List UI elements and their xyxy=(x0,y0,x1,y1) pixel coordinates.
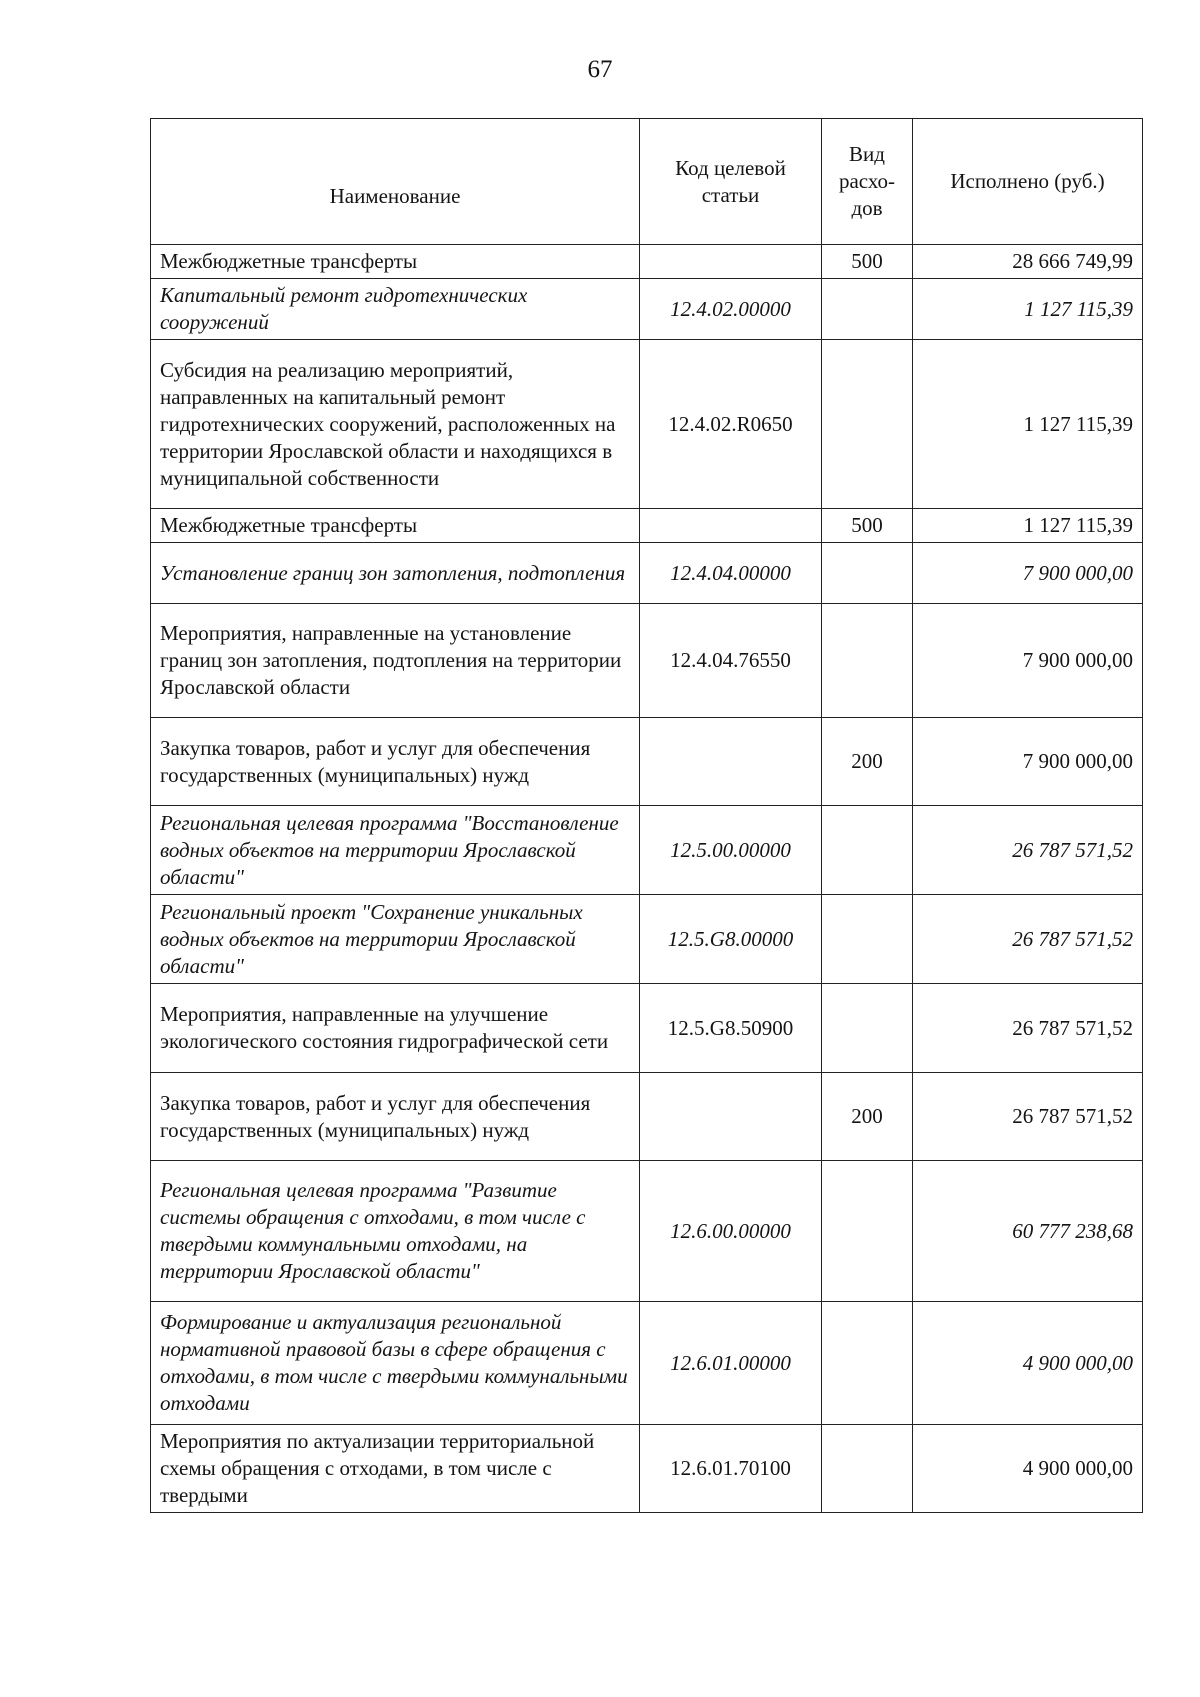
cell-code: 12.4.04.76550 xyxy=(640,604,822,718)
header-code: Код целевой статьи xyxy=(640,119,822,245)
cell-kind xyxy=(822,1425,913,1513)
cell-kind xyxy=(822,543,913,604)
cell-code: 12.4.02.00000 xyxy=(640,279,822,340)
cell-code xyxy=(640,718,822,806)
cell-kind xyxy=(822,1161,913,1302)
cell-code: 12.5.G8.50900 xyxy=(640,984,822,1073)
cell-code: 12.4.04.00000 xyxy=(640,543,822,604)
cell-sum: 7 900 000,00 xyxy=(913,543,1143,604)
cell-kind: 500 xyxy=(822,245,913,279)
cell-code xyxy=(640,1073,822,1161)
table-row xyxy=(151,543,1143,604)
table-row xyxy=(151,806,1143,895)
table-row xyxy=(151,1161,1143,1302)
cell-name: Мероприятия, направленные на улучшение экологического состояния гидрографической сети xyxy=(151,984,640,1073)
cell-sum: 4 900 000,00 xyxy=(913,1425,1143,1513)
cell-name: Формирование и актуализация региональной нормативной правовой базы в сфере обращения с отходами, в том числе с твердыми коммунальными отходами xyxy=(151,1302,640,1425)
table-header-row xyxy=(151,119,1143,245)
cell-code: 12.5.00.00000 xyxy=(640,806,822,895)
cell-sum: 1 127 115,39 xyxy=(913,279,1143,340)
table-row xyxy=(151,245,1143,279)
cell-name: Капитальный ремонт гидротехнических сооружений xyxy=(151,279,640,340)
header-sum: Исполнено (руб.) xyxy=(913,119,1143,245)
cell-sum: 26 787 571,52 xyxy=(913,895,1143,984)
header-kind: Вид расхо-дов xyxy=(822,119,913,245)
cell-sum: 26 787 571,52 xyxy=(913,984,1143,1073)
table-row xyxy=(151,604,1143,718)
cell-name: Закупка товаров, работ и услуг для обеспечения государственных (муниципальных) нужд xyxy=(151,1073,640,1161)
page-number: 67 xyxy=(587,56,613,83)
table-row xyxy=(151,1302,1143,1425)
table-row xyxy=(151,279,1143,340)
cell-code: 12.6.00.00000 xyxy=(640,1161,822,1302)
cell-code xyxy=(640,509,822,543)
cell-kind xyxy=(822,340,913,509)
cell-kind: 200 xyxy=(822,718,913,806)
table-row xyxy=(151,718,1143,806)
cell-name: Региональная целевая программа "Восстановление водных объектов на территории Ярославской области" xyxy=(151,806,640,895)
cell-sum: 60 777 238,68 xyxy=(913,1161,1143,1302)
table-row xyxy=(151,1425,1143,1513)
cell-name: Субсидия на реализацию мероприятий, направленных на капитальный ремонт гидротехнических сооружений, расположенных на территории Ярославской области и находящихся в муниципальной собственности xyxy=(151,340,640,509)
cell-code xyxy=(640,245,822,279)
cell-name: Межбюджетные трансферты xyxy=(151,509,640,543)
table-row xyxy=(151,1073,1143,1161)
cell-name: Мероприятия, направленные на установление границ зон затопления, подтопления на территории Ярославской области xyxy=(151,604,640,718)
cell-kind xyxy=(822,895,913,984)
cell-name: Мероприятия по актуализации территориальной схемы обращения с отходами, в том числе с твердыми xyxy=(151,1425,640,1513)
cell-name: Региональная целевая программа "Развитие системы обращения с отходами, в том числе с твердыми коммунальными отходами, на территории Ярославской области" xyxy=(151,1161,640,1302)
cell-kind xyxy=(822,604,913,718)
cell-kind xyxy=(822,1302,913,1425)
cell-kind xyxy=(822,984,913,1073)
cell-sum: 7 900 000,00 xyxy=(913,604,1143,718)
cell-name: Установление границ зон затопления, подтопления xyxy=(151,543,640,604)
cell-kind: 200 xyxy=(822,1073,913,1161)
cell-name: Региональный проект "Сохранение уникальных водных объектов на территории Ярославской области" xyxy=(151,895,640,984)
cell-kind xyxy=(822,279,913,340)
header-name: Наименование xyxy=(151,119,640,245)
cell-kind xyxy=(822,806,913,895)
table-row xyxy=(151,984,1143,1073)
cell-kind: 500 xyxy=(822,509,913,543)
cell-name: Межбюджетные трансферты xyxy=(151,245,640,279)
cell-code: 12.4.02.R0650 xyxy=(640,340,822,509)
cell-code: 12.6.01.00000 xyxy=(640,1302,822,1425)
cell-sum: 7 900 000,00 xyxy=(913,718,1143,806)
cell-code: 12.5.G8.00000 xyxy=(640,895,822,984)
table-row xyxy=(151,509,1143,543)
cell-sum: 1 127 115,39 xyxy=(913,509,1143,543)
budget-table xyxy=(150,118,1143,1513)
cell-sum: 28 666 749,99 xyxy=(913,245,1143,279)
cell-code: 12.6.01.70100 xyxy=(640,1425,822,1513)
table-row xyxy=(151,340,1143,509)
cell-sum: 1 127 115,39 xyxy=(913,340,1143,509)
cell-sum: 26 787 571,52 xyxy=(913,806,1143,895)
cell-sum: 26 787 571,52 xyxy=(913,1073,1143,1161)
table-row xyxy=(151,895,1143,984)
cell-name: Закупка товаров, работ и услуг для обеспечения государственных (муниципальных) нужд xyxy=(151,718,640,806)
cell-sum: 4 900 000,00 xyxy=(913,1302,1143,1425)
